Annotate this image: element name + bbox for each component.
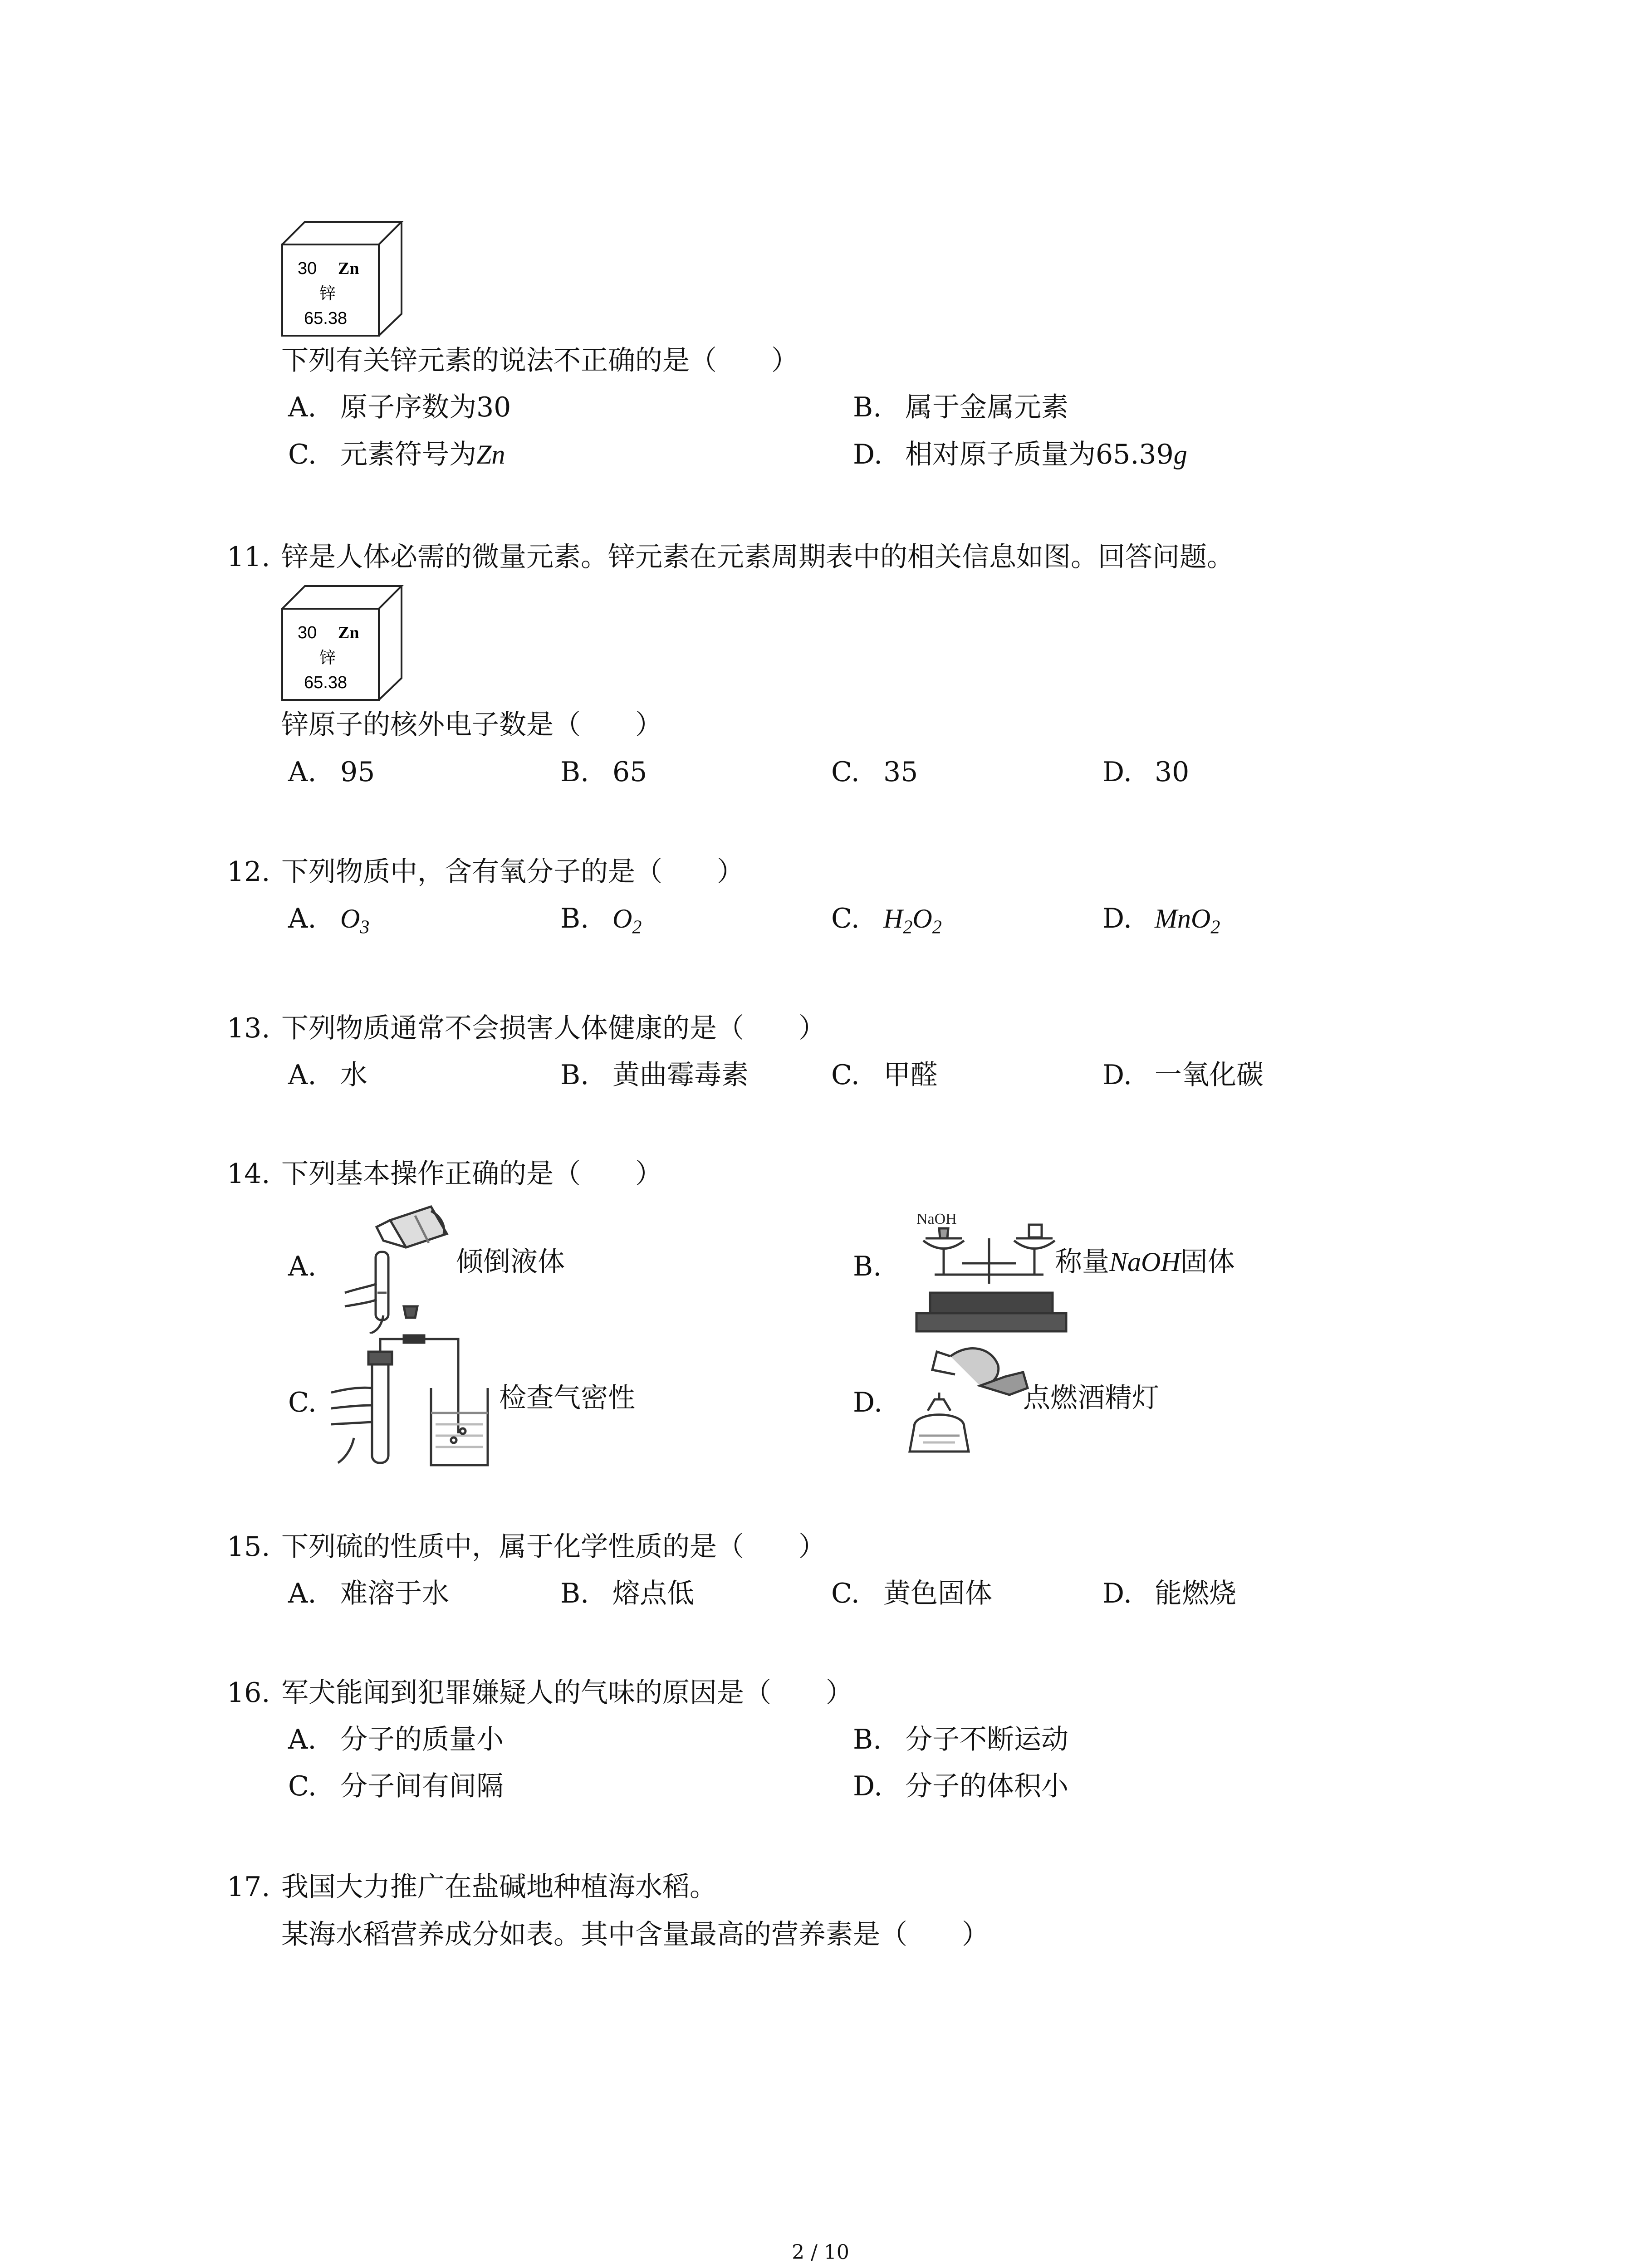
q15-option-c — [831, 1580, 992, 1607]
option-text: 元素符号为 — [340, 439, 476, 470]
balance-figure — [907, 1207, 1080, 1336]
option-text: 一氧化碳 — [1155, 1059, 1264, 1091]
q13-option-d — [1102, 1061, 1264, 1089]
option-text: 原子序数为30 — [340, 391, 511, 423]
question-14-stem — [227, 1160, 662, 1188]
zinc-element-card — [281, 585, 404, 701]
question-text: 下列基本操作正确的是（ ） — [281, 1158, 662, 1190]
q10-option-c — [288, 441, 505, 468]
option-text: 能燃烧 — [1155, 1578, 1236, 1609]
q14-option-a-label: A. — [288, 1251, 317, 1282]
q13-option-a — [288, 1061, 367, 1089]
option-text: 难溶于水 — [340, 1578, 449, 1609]
option-label: D. — [1102, 1059, 1132, 1091]
zn-mass: 65.38 — [304, 309, 348, 328]
question-text: 下列物质通常不会损害人体健康的是（ ） — [281, 1012, 826, 1044]
question-text: 下列硫的性质中，属于化学性质的是（ ） — [281, 1531, 826, 1563]
option-text: 熔点低 — [612, 1578, 694, 1609]
option-label: B. — [560, 1578, 589, 1609]
q12-option-a — [288, 903, 370, 938]
option-text: 35 — [883, 756, 918, 788]
option-text: 95 — [340, 756, 375, 788]
zinc-element-card — [281, 221, 404, 337]
option-label: D. — [1102, 756, 1132, 788]
question-text: 锌是人体必需的微量元素。锌元素在元素周期表中的相关信息如图。回答问题。 — [281, 541, 1234, 573]
option-label: C. — [288, 1770, 317, 1802]
option-label: A. — [288, 1059, 317, 1091]
formula-o2: $O_2$ — [612, 904, 642, 938]
question-number: 15. — [227, 1531, 270, 1563]
question-17-line2: 某海水稻营养成分如表。其中含量最高的营养素是（ ） — [281, 1919, 989, 1950]
q15-option-d — [1102, 1580, 1236, 1607]
q10-option-d — [853, 441, 1187, 468]
option-text: 水 — [340, 1059, 367, 1091]
q11-option-a — [288, 758, 375, 786]
option-label: D. — [853, 1770, 883, 1802]
option-text: 称量 — [1055, 1246, 1109, 1278]
question-17-line1 — [227, 1873, 717, 1901]
page-number: 2 / 10 — [792, 2241, 849, 2264]
q10-option-a — [288, 391, 511, 423]
question-number: 13. — [227, 1012, 270, 1044]
formula-mno2: MnO$_2$ — [1155, 904, 1220, 938]
option-text: 30 — [1155, 756, 1190, 788]
option-text: 分子的体积小 — [905, 1770, 1068, 1802]
question-number: 16. — [227, 1677, 270, 1709]
option-label: C. — [831, 1059, 860, 1091]
option-label: C. — [831, 903, 860, 934]
question-text: 军犬能闻到犯罪嫌疑人的气味的原因是（ ） — [281, 1677, 853, 1709]
q15-option-a — [288, 1580, 449, 1607]
question-number: 17. — [227, 1871, 270, 1903]
option-label: A. — [288, 903, 317, 934]
q16-option-c — [288, 1770, 504, 1802]
q12-option-c — [831, 903, 942, 938]
question-15-stem — [227, 1531, 826, 1563]
zn-symbol: Zn — [338, 259, 359, 278]
q14-option-a-text: 倾倒液体 — [456, 1246, 565, 1278]
option-label: D. — [1102, 1578, 1132, 1609]
option-text: 65 — [612, 756, 647, 788]
option-label: B. — [560, 756, 589, 788]
q14-option-d-label: D. — [853, 1387, 883, 1418]
zn-symbol: Zn — [338, 623, 359, 642]
option-text: 相对原子质量为65.39 — [905, 439, 1174, 470]
option-label: C. — [831, 1578, 860, 1609]
option-text: 分子间有间隔 — [340, 1770, 504, 1802]
q16-option-b — [853, 1726, 1068, 1753]
alcohol-lamp-figure — [901, 1343, 1037, 1461]
zn-name: 锌 — [319, 649, 336, 667]
option-math: g — [1173, 440, 1187, 469]
option-label: D. — [853, 439, 883, 470]
zn-atomic-number: 30 — [298, 623, 317, 642]
q12-option-d — [1102, 903, 1220, 938]
q16-option-a — [288, 1726, 504, 1753]
option-label: A. — [288, 1724, 317, 1755]
naoh-figure-label: NaOH — [916, 1211, 957, 1227]
q12-option-b — [560, 903, 642, 938]
option-text: 属于金属元素 — [905, 391, 1068, 423]
q14-option-c-text: 检查气密性 — [499, 1382, 635, 1414]
option-label: B. — [853, 1724, 882, 1755]
option-label: A. — [288, 1578, 317, 1609]
zn-name: 锌 — [319, 284, 336, 303]
question-11-stem: 锌原子的核外电子数是（ ） — [281, 709, 662, 741]
option-label: A. — [288, 391, 317, 423]
q11-option-d — [1102, 758, 1189, 786]
formula-h2o2: $H_2O_2$ — [883, 904, 942, 938]
q14-option-b-label: B. — [853, 1251, 882, 1282]
option-text: 甲醛 — [883, 1059, 938, 1091]
question-number: 14. — [227, 1158, 270, 1190]
option-text-2: 固体 — [1180, 1246, 1235, 1278]
zn-mass: 65.38 — [304, 673, 348, 692]
option-text: 分子的质量小 — [340, 1724, 504, 1755]
option-text: 分子不断运动 — [905, 1724, 1068, 1755]
option-text: 黄曲霉毒素 — [612, 1059, 749, 1091]
q11-option-c — [831, 758, 918, 786]
option-label: C. — [288, 439, 317, 470]
question-13-stem — [227, 1012, 826, 1044]
option-label: A. — [288, 756, 317, 788]
option-label: B. — [560, 1059, 589, 1091]
q14-option-c-label: C. — [288, 1387, 317, 1418]
option-label: C. — [831, 756, 860, 788]
zn-atomic-number: 30 — [298, 259, 317, 278]
question-number: 12. — [227, 856, 270, 888]
option-label: B. — [853, 391, 882, 423]
option-text: 黄色固体 — [883, 1578, 992, 1609]
q11-option-b — [560, 758, 647, 786]
question-16-stem — [227, 1677, 853, 1709]
q14-option-b-text — [1055, 1248, 1235, 1276]
air-tightness-figure — [327, 1334, 495, 1470]
pouring-liquid-figure — [327, 1202, 458, 1334]
q15-option-b — [560, 1580, 694, 1607]
question-12-stem — [227, 856, 744, 888]
question-number: 11. — [227, 541, 270, 573]
q13-option-c — [831, 1061, 938, 1089]
q16-option-d — [853, 1770, 1068, 1802]
option-math: NaOH — [1109, 1247, 1181, 1277]
q13-option-b — [560, 1061, 749, 1089]
q10-option-b — [853, 391, 1068, 423]
question-text: 下列物质中，含有氧分子的是（ ） — [281, 856, 744, 888]
formula-o3: $O_3$ — [340, 904, 370, 938]
question-11-intro — [227, 543, 1234, 571]
question-text: 我国大力推广在盐碱地种植海水稻。 — [281, 1871, 717, 1903]
option-label: D. — [1102, 903, 1132, 934]
q14-option-d-text: 点燃酒精灯 — [1023, 1382, 1159, 1414]
option-math: Zn — [476, 440, 505, 469]
question-10-stem: 下列有关锌元素的说法不正确的是（ ） — [281, 345, 798, 376]
option-label: B. — [560, 903, 589, 934]
